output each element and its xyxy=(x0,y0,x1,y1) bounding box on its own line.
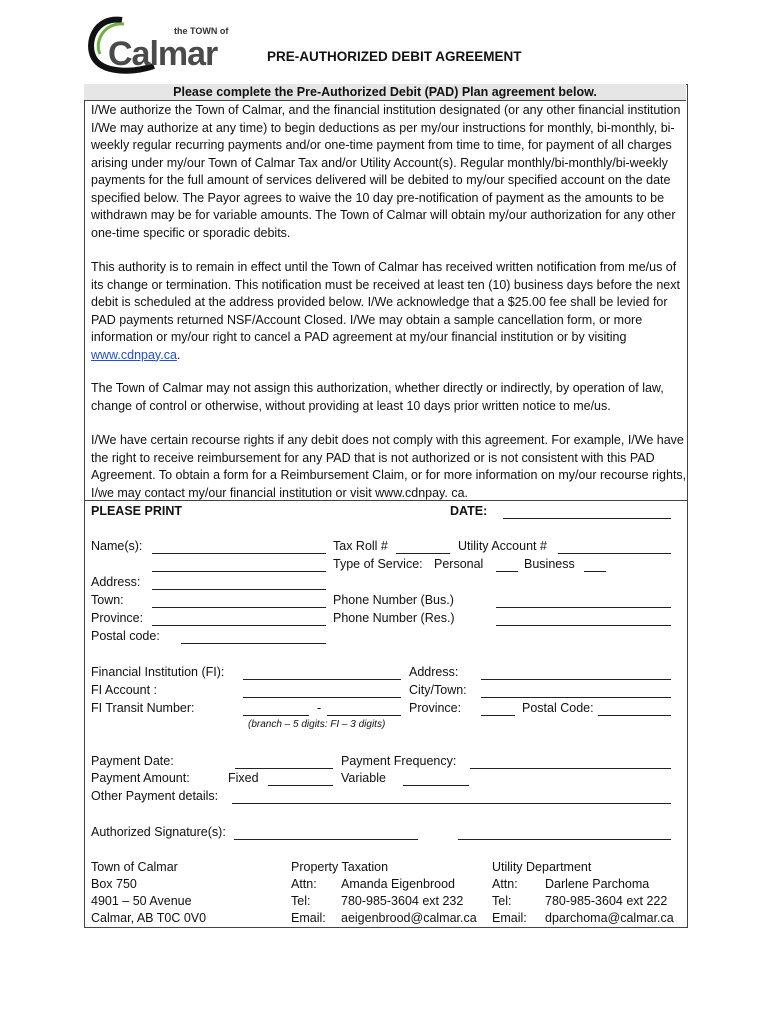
other-details-field[interactable] xyxy=(232,803,671,804)
fixed-option-label: Fixed xyxy=(228,771,259,785)
town-field[interactable] xyxy=(152,607,326,608)
assignment-paragraph: The Town of Calmar may not assign this authorization, whether directly or indirectly, by operation of law, change of control or otherwise, without providing at least 10 days prior written notice to me/us. xyxy=(91,381,664,413)
cdnpay-link[interactable]: www.cdnpay.ca xyxy=(91,347,177,362)
payment-date-label: Payment Date: xyxy=(91,754,174,768)
phone-res-field[interactable] xyxy=(496,625,671,626)
utility-email-label: Email: xyxy=(492,911,527,925)
fi-postal-field[interactable] xyxy=(598,715,671,716)
property-email-label: Email: xyxy=(291,911,326,925)
utility-email: dparchoma@calmar.ca xyxy=(545,911,674,925)
property-attn: Amanda Eigenbrood xyxy=(341,877,455,891)
authority-text-end: . xyxy=(176,347,181,362)
town-contact-line-1: Town of Calmar xyxy=(91,860,178,874)
fi-province-label: Province: xyxy=(409,701,462,715)
personal-option-field[interactable] xyxy=(496,571,518,572)
city-town-field[interactable] xyxy=(481,697,671,698)
town-label: Town: xyxy=(91,593,124,607)
signature-label: Authorized Signature(s): xyxy=(91,825,226,839)
date-field[interactable] xyxy=(503,518,671,519)
province-field[interactable] xyxy=(152,625,326,626)
postal-code-field[interactable] xyxy=(181,643,326,644)
property-email: aeigenbrood@calmar.ca xyxy=(341,911,477,925)
transit-dash: - xyxy=(317,701,322,715)
type-of-service-label: Type of Service: xyxy=(333,557,423,571)
names-field-1[interactable] xyxy=(152,553,326,554)
utility-attn-label: Attn: xyxy=(492,877,518,891)
names-label: Name(s): xyxy=(91,539,143,553)
province-label: Province: xyxy=(91,611,144,625)
fi-postal-label: Postal Code: xyxy=(522,701,594,715)
personal-option-label: Personal xyxy=(434,557,484,571)
variable-option-label: Variable xyxy=(341,771,386,785)
phone-res-label: Phone Number (Res.) xyxy=(333,611,455,625)
fi-field[interactable] xyxy=(243,679,401,680)
utility-tel-label: Tel: xyxy=(492,894,512,908)
payment-frequency-label: Payment Frequency: xyxy=(341,754,457,768)
date-label: DATE: xyxy=(450,504,488,518)
utility-tel: 780-985-3604 ext 222 xyxy=(545,894,668,908)
authority-paragraph xyxy=(91,259,687,364)
town-contact-line-2: Box 750 xyxy=(91,877,137,891)
town-contact-line-3: 4901 – 50 Avenue xyxy=(91,894,192,908)
fi-label: Financial Institution (FI): xyxy=(91,665,225,679)
payment-frequency-field[interactable] xyxy=(470,768,671,769)
town-logo xyxy=(84,14,240,74)
payment-amount-label: Payment Amount: xyxy=(91,771,190,785)
fi-transit-label: FI Transit Number: xyxy=(91,701,195,715)
phone-bus-field[interactable] xyxy=(496,607,671,608)
recourse-paragraph: I/We have certain recourse rights if any debit does not comply with this agreement. For example, I/We have the right to receive reimbursement for any PAD that is not authorized or is not consistent with this PAD Agreement. To obtain a form for a Reimbursement Claim, or for more information on my/our recourse rights, I/we may contact my/our financial institution or visit www.cdnpay. ca. xyxy=(91,433,687,500)
branch-note: (branch – 5 digits: FI – 3 digits) xyxy=(248,719,386,730)
property-attn-label: Attn: xyxy=(291,877,317,891)
utility-attn: Darlene Parchoma xyxy=(545,877,650,891)
names-field-2[interactable] xyxy=(152,571,326,572)
logo-name: Calmar xyxy=(108,35,218,73)
fixed-amount-field[interactable] xyxy=(268,785,333,786)
utility-account-field[interactable] xyxy=(558,553,671,554)
address-label: Address: xyxy=(91,575,141,589)
banner-text: Please complete the Pre-Authorized Debit (PAD) Plan agreement below. xyxy=(173,85,597,99)
please-print-label: PLEASE PRINT xyxy=(91,504,182,518)
other-details-label: Other Payment details: xyxy=(91,789,219,803)
postal-code-label: Postal code: xyxy=(91,629,160,643)
variable-amount-field[interactable] xyxy=(403,785,469,786)
town-contact-line-4: Calmar, AB T0C 0V0 xyxy=(91,911,207,925)
utility-account-label: Utility Account # xyxy=(458,539,547,553)
fi-province-field[interactable] xyxy=(481,715,515,716)
business-option-field[interactable] xyxy=(584,571,606,572)
tax-roll-field[interactable] xyxy=(396,553,450,554)
signature-field-1[interactable] xyxy=(234,839,418,840)
property-tel: 780-985-3604 ext 232 xyxy=(341,894,464,908)
authority-text: This authority is to remain in effect until the Town of Calmar has received written notification from me/us of its change or termination. This notification must be received at least ten (10) business days before the next debit is scheduled at the address provided below. I/We acknowledge that a $25.00 fee shall be levied for PAD payments returned NSF/Account Closed. I/We may obtain a sample cancellation form, or more information or my/our right to cancel a PAD agreement at my/our financial institution or by visiting xyxy=(91,260,680,344)
fi-address-field[interactable] xyxy=(481,679,671,680)
phone-bus-label: Phone Number (Bus.) xyxy=(333,593,454,607)
utility-heading: Utility Department xyxy=(492,860,592,874)
page-title: PRE-AUTHORIZED DEBIT AGREEMENT xyxy=(267,49,522,64)
fi-account-field[interactable] xyxy=(243,697,401,698)
authorization-paragraph: I/We authorize the Town of Calmar, and the financial institution designated (or any other financial institution I/We may authorize at any time) to begin deductions as per my/our instructions for monthly, bi-monthly, bi-weekly regular recurring payments and/or one-time payment from time to time, for payment of all charges arising under my/our Town of Calmar Tax and/or Utility Account(s). Regular monthly/bi-monthly/bi-weekly payments for the full amount of services delivered will be debited to my/our specified account on the date specified below. The Payor agrees to waive the 10 day pre-notification of payment as the amounts to be withdrawn may be for variable amounts. The Town of Calmar will obtain my/our authorization for any other one-time specific or sporadic debits. xyxy=(91,103,681,240)
fi-address-label: Address: xyxy=(409,665,459,679)
tax-roll-label: Tax Roll # xyxy=(333,539,388,553)
property-tel-label: Tel: xyxy=(291,894,311,908)
address-field[interactable] xyxy=(152,589,326,590)
signature-field-2[interactable] xyxy=(458,839,671,840)
section-divider xyxy=(84,500,687,501)
fi-account-label: FI Account : xyxy=(91,683,158,697)
payment-date-field[interactable] xyxy=(235,768,333,769)
property-heading: Property Taxation xyxy=(291,860,389,874)
logo-small-text: the TOWN of xyxy=(174,26,229,36)
city-town-label: City/Town: xyxy=(409,683,467,697)
business-option-label: Business xyxy=(524,557,575,571)
